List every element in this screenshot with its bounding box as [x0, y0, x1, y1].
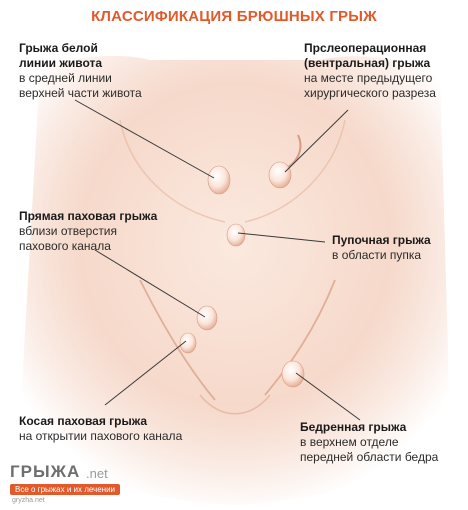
- logo-suffix: .net: [86, 466, 108, 481]
- label-direct-inguinal: [19, 209, 157, 254]
- label-umbilical-heading: Пупочная грыжа: [332, 233, 431, 247]
- site-logo[interactable]: [10, 462, 150, 506]
- label-white-line-desc-1: в средней линии: [19, 71, 112, 85]
- label-postop: [304, 41, 436, 101]
- label-femoral-heading: Бедренная грыжа: [300, 420, 407, 434]
- bulge-postop: [269, 162, 291, 188]
- label-white-line: [19, 41, 142, 101]
- label-white-line-heading-1: Грыжа белой: [19, 41, 98, 55]
- label-direct-inguinal-desc-1: вблизи отверстия: [19, 224, 118, 238]
- label-femoral: [300, 420, 438, 465]
- label-femoral-desc-1: в верхнем отделе: [300, 435, 399, 449]
- label-direct-inguinal-heading: Прямая паховая грыжа: [19, 209, 158, 223]
- logo-tagline: Все о грыжах и их лечении: [10, 484, 120, 495]
- label-white-line-heading-2: линии живота: [19, 56, 103, 70]
- label-umbilical: [332, 233, 431, 263]
- label-postop-heading-1: Прслеоперационная: [304, 41, 427, 55]
- label-direct-inguinal-desc-2: пахового канала: [19, 239, 111, 253]
- label-oblique-inguinal-heading: Косая паховая грыжа: [19, 414, 148, 428]
- bulge-direct-inguinal: [197, 306, 217, 330]
- bulge-femoral: [282, 361, 304, 387]
- bulge-white-line: [208, 166, 230, 194]
- label-postop-desc-2: хирургического разреза: [304, 86, 436, 100]
- label-white-line-desc-2: верхней части живота: [19, 86, 142, 100]
- logo-url: gryzha.net: [12, 497, 45, 504]
- label-oblique-inguinal-desc: на открытии пахового канала: [19, 429, 183, 443]
- label-postop-heading-2: (вентральная) грыжа: [304, 56, 431, 70]
- label-oblique-inguinal: [19, 414, 182, 444]
- bulge-oblique-inguinal: [180, 333, 196, 353]
- bulge-umbilical: [227, 224, 245, 246]
- diagram-title: КЛАССИФИКАЦИЯ БРЮШНЫХ ГРЫЖ: [91, 8, 377, 25]
- label-umbilical-desc: в области пупка: [332, 248, 422, 262]
- logo-name: ГРЫЖА: [10, 462, 81, 481]
- label-postop-desc-1: на месте предыдущего: [304, 71, 433, 85]
- label-femoral-desc-2: передней области бедра: [300, 450, 439, 464]
